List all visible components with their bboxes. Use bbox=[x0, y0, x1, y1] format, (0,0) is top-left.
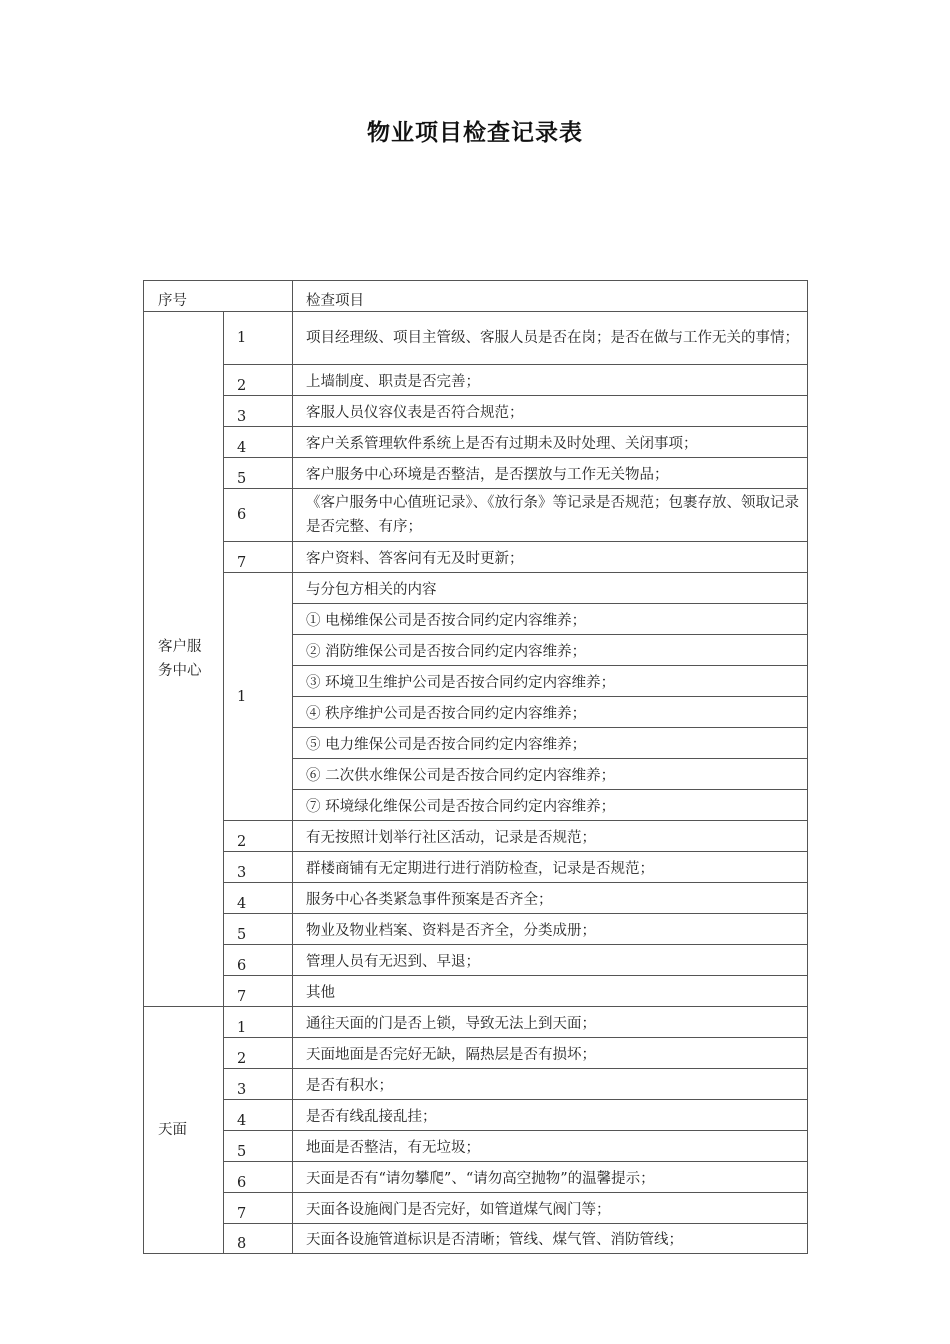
row-text: 地面是否整洁，有无垃圾； bbox=[293, 1131, 808, 1162]
row-number: 6 bbox=[224, 1162, 293, 1193]
subcontractor-item: ⑦ 环境绿化维保公司是否按合同约定内容维养； bbox=[293, 790, 808, 821]
table-row bbox=[144, 852, 808, 883]
row-number: 7 bbox=[224, 542, 293, 573]
row-number: 7 bbox=[224, 1193, 293, 1224]
table-row bbox=[144, 1224, 808, 1254]
table-row bbox=[144, 458, 808, 489]
row-number: 3 bbox=[224, 852, 293, 883]
subcontractor-heading: 与分包方相关的内容 bbox=[293, 573, 808, 604]
row-text: 客服人员仪容仪表是否符合规范； bbox=[293, 396, 808, 427]
table-row bbox=[144, 396, 808, 427]
row-number: 8 bbox=[224, 1224, 293, 1254]
row-number: 4 bbox=[224, 1100, 293, 1131]
category-rooftop: 天面 bbox=[144, 1007, 224, 1254]
row-text: 通往天面的门是否上锁，导致无法上到天面； bbox=[293, 1007, 808, 1038]
row-text: 客户关系管理软件系统上是否有过期未及时处理、关闭事项； bbox=[293, 427, 808, 458]
table-row bbox=[144, 1069, 808, 1100]
row-text: 其他 bbox=[293, 976, 808, 1007]
row-text: 项目经理级、项目主管级、客服人员是否在岗；是否在做与工作无关的事情； bbox=[293, 312, 808, 365]
table-row bbox=[144, 365, 808, 396]
row-text: 天面地面是否完好无缺，隔热层是否有损坏； bbox=[293, 1038, 808, 1069]
page-title: 物业项目检查记录表 bbox=[367, 120, 583, 146]
table-row bbox=[144, 489, 808, 542]
header-seq: 序号 bbox=[144, 281, 293, 312]
row-number: 5 bbox=[224, 914, 293, 945]
header-item: 检查项目 bbox=[293, 281, 808, 312]
row-number: 4 bbox=[224, 883, 293, 914]
row-text: 上墙制度、职责是否完善； bbox=[293, 365, 808, 396]
table-row bbox=[144, 1162, 808, 1193]
row-number: 2 bbox=[224, 365, 293, 396]
row-number: 7 bbox=[224, 976, 293, 1007]
table-row bbox=[144, 821, 808, 852]
row-text: 《客户服务中心值班记录》、《放行条》等记录是否规范；包裹存放、领取记录是否完整、有序； bbox=[293, 489, 808, 542]
row-text: 群楼商铺有无定期进行进行消防检查，记录是否规范； bbox=[293, 852, 808, 883]
subcontractor-item: ③ 环境卫生维护公司是否按合同约定内容维养； bbox=[293, 666, 808, 697]
subcontractor-item: ⑤ 电力维保公司是否按合同约定内容维养； bbox=[293, 728, 808, 759]
row-number: 2 bbox=[224, 821, 293, 852]
table-row bbox=[144, 1038, 808, 1069]
row-text: 客户资料、答客问有无及时更新； bbox=[293, 542, 808, 573]
row-text: 服务中心各类紧急事件预案是否齐全； bbox=[293, 883, 808, 914]
header-row bbox=[144, 281, 808, 312]
table-row bbox=[144, 1100, 808, 1131]
table-row bbox=[144, 542, 808, 573]
row-number: 1 bbox=[224, 573, 293, 821]
row-text: 是否有线乱接乱挂； bbox=[293, 1100, 808, 1131]
table-row bbox=[144, 1193, 808, 1224]
row-number: 4 bbox=[224, 427, 293, 458]
row-number: 5 bbox=[224, 458, 293, 489]
table-row bbox=[144, 976, 808, 1007]
row-text: 客户服务中心环境是否整洁，是否摆放与工作无关物品； bbox=[293, 458, 808, 489]
row-text: 天面是否有“请勿攀爬”、“请勿高空抛物”的温馨提示； bbox=[293, 1162, 808, 1193]
row-number: 1 bbox=[224, 1007, 293, 1038]
subcontractor-item: ② 消防维保公司是否按合同约定内容维养； bbox=[293, 635, 808, 666]
row-text: 是否有积水； bbox=[293, 1069, 808, 1100]
table-row bbox=[144, 427, 808, 458]
row-text: 天面各设施阀门是否完好，如管道煤气阀门等； bbox=[293, 1193, 808, 1224]
category-customer-service: 客户服务中心 bbox=[144, 312, 224, 1007]
subcontractor-item: ④ 秩序维护公司是否按合同约定内容维养； bbox=[293, 697, 808, 728]
row-number: 3 bbox=[224, 396, 293, 427]
row-text: 有无按照计划举行社区活动，记录是否规范； bbox=[293, 821, 808, 852]
subcontractor-item: ① 电梯维保公司是否按合同约定内容维养； bbox=[293, 604, 808, 635]
table-row bbox=[144, 312, 808, 365]
row-text: 管理人员有无迟到、早退； bbox=[293, 945, 808, 976]
table-row bbox=[144, 1007, 808, 1038]
table-row bbox=[144, 573, 808, 604]
row-number: 3 bbox=[224, 1069, 293, 1100]
table-row bbox=[144, 1131, 808, 1162]
row-number: 2 bbox=[224, 1038, 293, 1069]
row-number: 5 bbox=[224, 1131, 293, 1162]
table-row bbox=[144, 914, 808, 945]
row-text: 天面各设施管道标识是否清晰；管线、煤气管、消防管线； bbox=[293, 1224, 808, 1254]
table-row bbox=[144, 945, 808, 976]
row-text: 物业及物业档案、资料是否齐全，分类成册； bbox=[293, 914, 808, 945]
inspection-table bbox=[143, 280, 808, 1254]
table-row bbox=[144, 883, 808, 914]
row-number: 6 bbox=[224, 945, 293, 976]
row-number: 1 bbox=[224, 312, 293, 365]
row-number: 6 bbox=[224, 489, 293, 542]
subcontractor-item: ⑥ 二次供水维保公司是否按合同约定内容维养； bbox=[293, 759, 808, 790]
